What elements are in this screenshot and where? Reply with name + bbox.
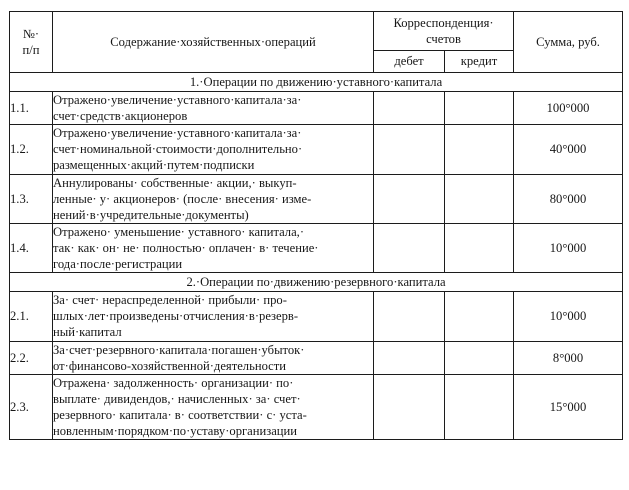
description-line: от·финансово-хозяйственной·деятельности — [53, 358, 287, 373]
description-line: нений·в·учредительные·документы) — [53, 207, 249, 222]
row-description — [53, 174, 374, 223]
row-number: 2.1. — [10, 292, 53, 341]
row-debit-cell[interactable] — [374, 292, 445, 341]
header-row-main — [10, 12, 623, 51]
row-number: 1.2. — [10, 125, 53, 174]
row-credit-cell[interactable] — [445, 292, 514, 341]
row-number: 1.1. — [10, 92, 53, 125]
table-header — [10, 12, 623, 73]
row-amount: 100°000 — [514, 92, 623, 125]
header-correspondence-line2: счетов — [426, 32, 461, 46]
row-amount: 40°000 — [514, 125, 623, 174]
row-amount: 8°000 — [514, 341, 623, 374]
row-description — [53, 374, 374, 439]
row-number: 2.2. — [10, 341, 53, 374]
row-credit-cell[interactable] — [445, 174, 514, 223]
row-description — [53, 223, 374, 272]
row-debit-cell[interactable] — [374, 92, 445, 125]
table-row — [10, 223, 623, 272]
description-line: Отражено· уменьшение· уставного· капитала,· — [53, 224, 305, 239]
description-line: За·счет·резервного·капитала·погашен·убыток· — [53, 342, 305, 357]
row-credit-cell[interactable] — [445, 223, 514, 272]
header-number-line2: п/п — [22, 43, 40, 57]
description-line: За· счет· нераспределенной· прибыли· про- — [53, 293, 287, 308]
description-line: Аннулированы· собственные· акции,· выкуп- — [53, 175, 297, 190]
header-correspondence-line1: Корреспонденция· — [393, 15, 494, 30]
description-line: размещенных·акций·путем·подписки — [53, 158, 255, 173]
row-number: 2.3. — [10, 374, 53, 439]
header-cell-number — [10, 12, 53, 73]
description-line: ный·капитал — [53, 325, 122, 340]
row-debit-cell[interactable] — [374, 174, 445, 223]
row-debit-cell[interactable] — [374, 223, 445, 272]
section-title: 2.·Операции по·движению·резервного·капитала — [10, 273, 623, 292]
table-body — [10, 73, 623, 440]
row-amount: 15°000 — [514, 374, 623, 439]
row-debit-cell[interactable] — [374, 374, 445, 439]
row-amount: 10°000 — [514, 223, 623, 272]
header-number-line1: №· — [22, 26, 40, 41]
row-amount: 10°000 — [514, 292, 623, 341]
section-header-row — [10, 273, 623, 292]
row-description — [53, 125, 374, 174]
row-credit-cell[interactable] — [445, 341, 514, 374]
row-debit-cell[interactable] — [374, 341, 445, 374]
row-description — [53, 92, 374, 125]
row-description — [53, 292, 374, 341]
header-cell-description: Содержание·хозяйственных·операций — [53, 12, 374, 73]
description-line: Отражена· задолженность· организации· по· — [53, 375, 294, 390]
table-row — [10, 92, 623, 125]
row-debit-cell[interactable] — [374, 125, 445, 174]
section-header-row — [10, 73, 623, 92]
description-line: выплате· дивидендов,· начисленных· за· счет· — [53, 391, 301, 406]
description-line: новленным·порядком·по·уставу·организации — [53, 424, 298, 439]
header-cell-sum: Сумма, руб. — [514, 12, 623, 73]
row-credit-cell[interactable] — [445, 92, 514, 125]
row-amount: 80°000 — [514, 174, 623, 223]
table-row — [10, 374, 623, 439]
row-number: 1.3. — [10, 174, 53, 223]
row-description — [53, 341, 374, 374]
row-credit-cell[interactable] — [445, 125, 514, 174]
table-row — [10, 341, 623, 374]
description-line: года·после·регистрации — [53, 257, 183, 272]
description-line: Отражено·увеличение·уставного·капитала·за· — [53, 126, 302, 141]
description-line: резервного· капитала· в· соответствии· с· уста- — [53, 407, 307, 422]
description-line: шлых·лет·произведены·отчисления·в·резерв- — [53, 309, 299, 324]
description-line: счет·номинальной·стоимости·дополнительно· — [53, 142, 303, 157]
table-row — [10, 174, 623, 223]
description-line: Отражено·увеличение·уставного·капитала·за· — [53, 93, 302, 107]
row-number: 1.4. — [10, 223, 53, 272]
accounting-operations-table — [9, 11, 623, 440]
header-cell-credit: кредит — [445, 51, 514, 73]
description-line: так· как· он· не· полностью· оплачен· в· течение· — [53, 240, 319, 255]
table-row — [10, 125, 623, 174]
row-credit-cell[interactable] — [445, 374, 514, 439]
description-line: счет·средств·акционеров — [53, 109, 188, 124]
header-cell-correspondence — [374, 12, 514, 51]
table-row — [10, 292, 623, 341]
description-line: ленные· у· акционеров· (после· внесения· изме- — [53, 191, 312, 206]
section-title: 1.·Операции по движению·уставного·капитала — [10, 73, 623, 92]
header-cell-debit: дебет — [374, 51, 445, 73]
